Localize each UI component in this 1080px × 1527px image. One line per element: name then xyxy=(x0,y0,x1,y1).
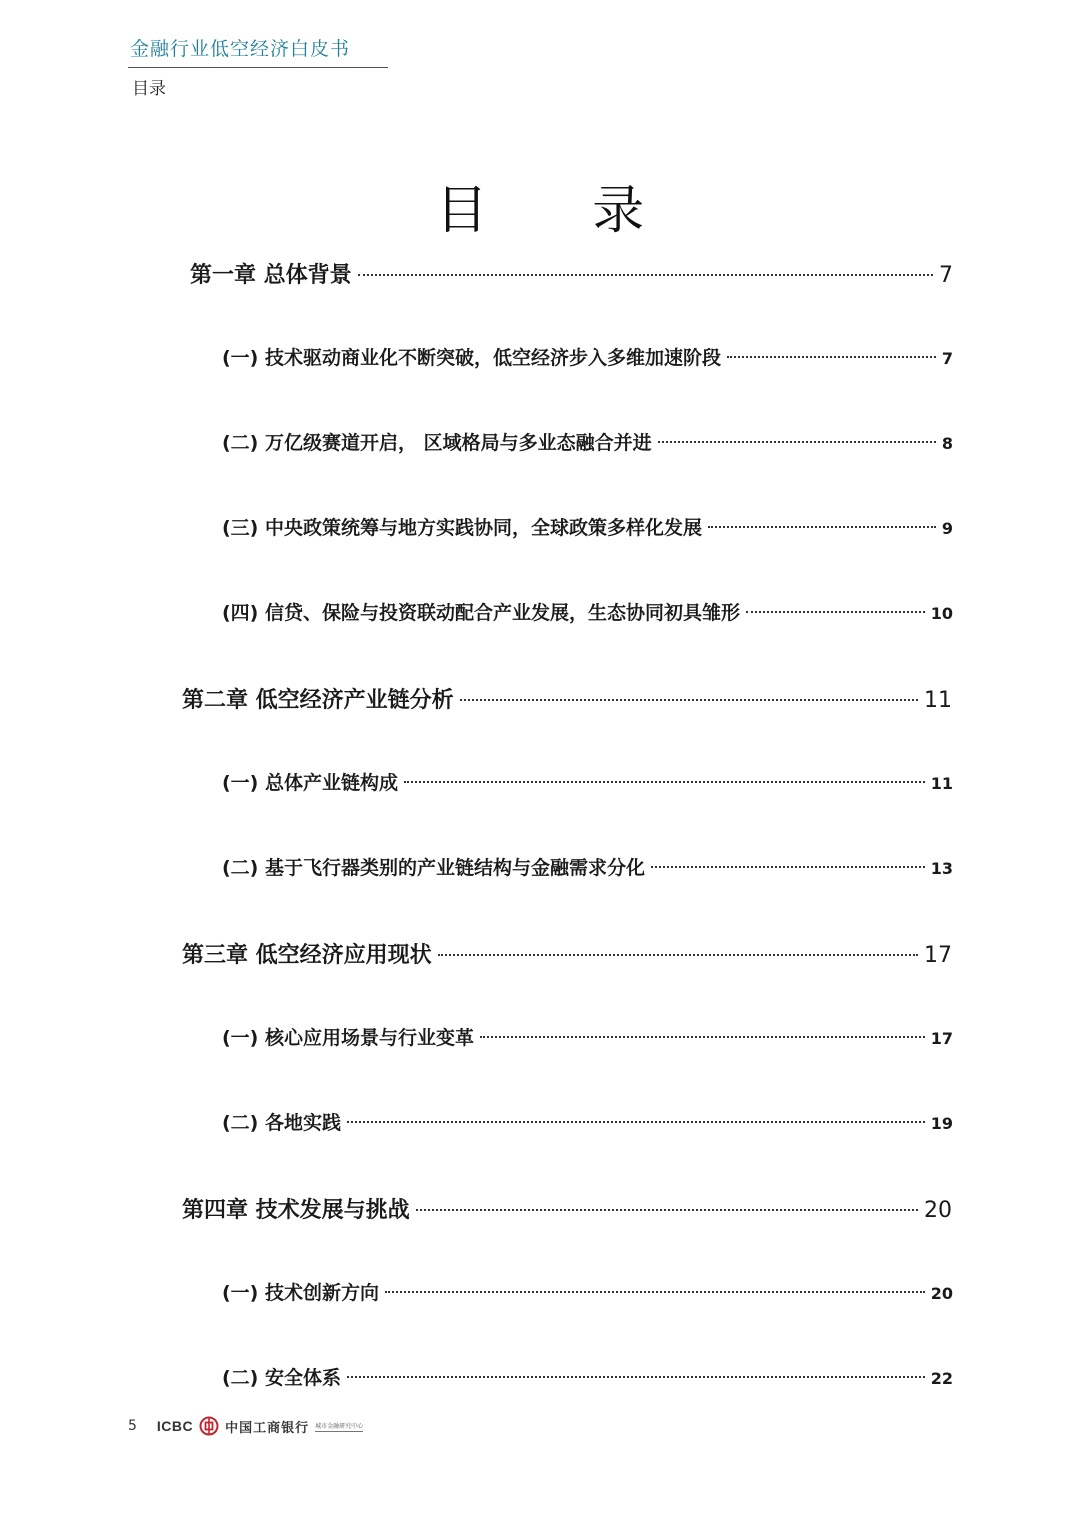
toc-section-entry[interactable] xyxy=(222,428,953,455)
toc-entry-page: 8 xyxy=(941,434,953,453)
toc-section-entry[interactable] xyxy=(222,768,953,795)
footer-bank-name: 中国工商银行 xyxy=(225,1420,310,1436)
toc-chapter-entry[interactable] xyxy=(182,1193,952,1224)
toc-entry-label: (四) 信贷、保险与投资联动配合产业发展，生态协同初具雏形 xyxy=(222,602,740,624)
toc-section-entry[interactable] xyxy=(222,598,953,625)
toc-dot-leader xyxy=(416,1209,918,1211)
footer-page-number: 5 xyxy=(128,1418,137,1434)
toc-section-entry[interactable] xyxy=(222,1023,953,1050)
toc-section-entry[interactable] xyxy=(222,343,953,370)
toc-entry-page: 7 xyxy=(941,349,953,368)
footer-brand-en: ICBC xyxy=(156,1418,194,1434)
toc-entry-label: (一) 总体产业链构成 xyxy=(222,772,398,794)
toc-entry-page: 20 xyxy=(930,1284,953,1303)
toc-dot-leader xyxy=(460,699,918,701)
toc-entry-page: 17 xyxy=(924,943,952,968)
icbc-logo-icon xyxy=(199,1416,219,1436)
toc-dot-leader xyxy=(651,866,925,868)
toc-entry-label: 第一章 总体背景 xyxy=(190,263,352,288)
toc-dot-leader xyxy=(658,441,936,443)
footer xyxy=(128,1416,363,1436)
toc-dot-leader xyxy=(480,1036,925,1038)
toc-entry-page: 13 xyxy=(930,859,953,878)
toc-entry-page: 10 xyxy=(930,604,953,623)
toc-entry-page: 7 xyxy=(939,263,953,288)
toc-dot-leader xyxy=(727,356,936,358)
toc-entry-page: 20 xyxy=(924,1198,952,1223)
toc-entry-label: (二) 基于飞行器类别的产业链结构与金融需求分化 xyxy=(222,857,645,879)
header-doc-title: 金融行业低空经济白皮书 xyxy=(130,38,351,60)
toc-chapter-entry[interactable] xyxy=(182,938,952,969)
toc-entry-page: 9 xyxy=(941,519,953,538)
toc-chapter-entry[interactable] xyxy=(190,258,953,289)
toc-dot-leader xyxy=(358,274,933,276)
toc-entry-label: 第三章 低空经济应用现状 xyxy=(182,943,432,968)
toc-section-entry[interactable] xyxy=(222,513,953,540)
toc-entry-page: 22 xyxy=(930,1369,953,1388)
toc-entry-label: (二) 各地实践 xyxy=(222,1112,341,1134)
toc-entry-label: (一) 技术驱动商业化不断突破，低空经济步入多维加速阶段 xyxy=(222,347,721,369)
toc-entry-page: 11 xyxy=(930,774,953,793)
toc-dot-leader xyxy=(347,1376,925,1378)
toc-entry-page: 17 xyxy=(930,1029,953,1048)
toc-dot-leader xyxy=(746,611,925,613)
header-divider xyxy=(128,67,388,68)
footer-department: 城市金融研究中心 xyxy=(315,1422,364,1430)
toc-entry-label: (一) 核心应用场景与行业变革 xyxy=(222,1027,474,1049)
toc-chapter-entry[interactable] xyxy=(182,683,952,714)
toc-dot-leader xyxy=(385,1291,925,1293)
toc-entry-page: 11 xyxy=(924,688,952,713)
toc-section-entry[interactable] xyxy=(222,1108,953,1135)
toc-section-entry[interactable] xyxy=(222,853,953,880)
toc-dot-leader xyxy=(438,954,918,956)
toc-entry-label: (二) 安全体系 xyxy=(222,1367,341,1389)
toc-section-entry[interactable] xyxy=(222,1363,953,1390)
toc-entry-label: (三) 中央政策统筹与地方实践协同，全球政策多样化发展 xyxy=(222,517,702,539)
toc-entry-label: (一) 技术创新方向 xyxy=(222,1282,379,1304)
toc-entry-label: 第二章 低空经济产业链分析 xyxy=(182,688,454,713)
toc-dot-leader xyxy=(708,526,936,528)
toc-entry-label: (二) 万亿级赛道开启， 区域格局与多业态融合并进 xyxy=(222,432,652,454)
toc-entry-page: 19 xyxy=(930,1114,953,1133)
toc-dot-leader xyxy=(404,781,925,783)
toc-title: 目 录 xyxy=(435,181,689,241)
header-section-name: 目录 xyxy=(132,79,166,99)
toc-section-entry[interactable] xyxy=(222,1278,953,1305)
toc-dot-leader xyxy=(347,1121,925,1123)
toc-entry-label: 第四章 技术发展与挑战 xyxy=(182,1198,410,1223)
